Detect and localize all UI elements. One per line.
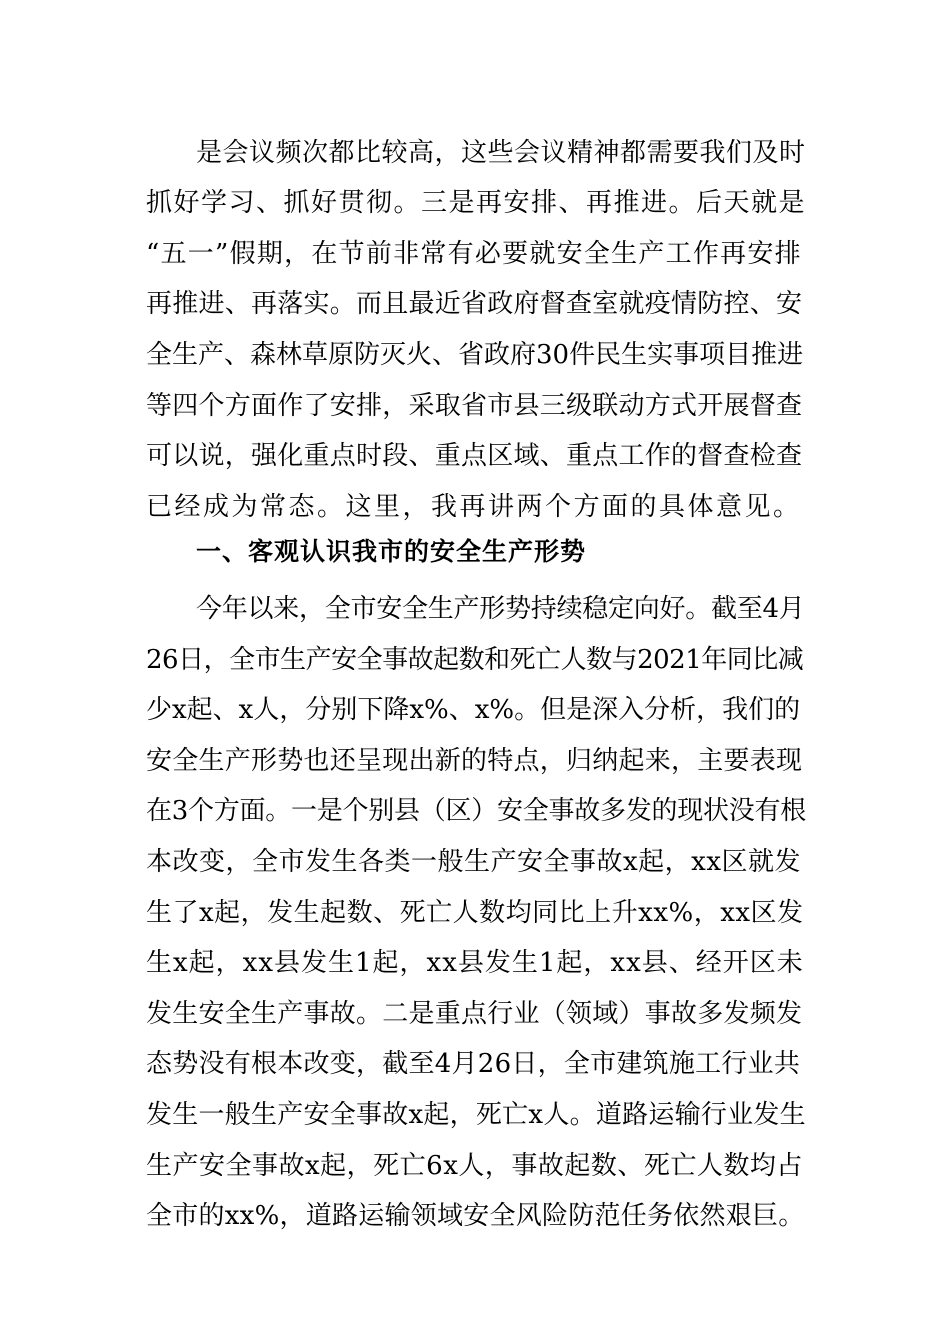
- paragraph-2-line-9: 发生安全生产事故。二是重点行业（领域）事故多发频发: [146, 999, 803, 1029]
- paragraph-2-line-5: 在3个方面。一是个别县（区）安全事故多发的现状没有根: [146, 796, 807, 826]
- paragraph-2-line-12: 生产安全事故x起，死亡6x人，事故起数、死亡人数均占: [146, 1151, 803, 1181]
- paragraph-2-line-6: 本改变，全市发生各类一般生产安全事故x起，xx区就发: [146, 847, 801, 877]
- paragraph-1-line-5: 全生产、森林草原防灭火、省政府30件民生实事项目推进: [146, 340, 804, 370]
- section-1-heading: 一、客观认识我市的安全生产形势: [196, 537, 587, 566]
- paragraph-2-line-8: 生x起，xx县发生1起，xx县发生1起，xx县、经开区未: [146, 948, 804, 978]
- paragraph-1-line-4: 再推进、再落实。而且最近省政府督查室就疫情防控、安: [146, 289, 803, 319]
- paragraph-2-line-1: 今年以来，全市安全生产形势持续稳定向好。截至4月: [196, 594, 805, 624]
- paragraph-2-line-4: 安全生产形势也还呈现出新的特点，归纳起来，主要表现: [146, 746, 803, 776]
- paragraph-2-line-11: 发生一般生产安全事故x起，死亡x人。道路运输行业发生: [146, 1100, 806, 1130]
- paragraph-2-line-3: 少x起、x人，分别下降x%、x%。但是深入分析，我们的: [146, 695, 801, 725]
- paragraph-2-line-13: 全市的xx%，道路运输领域安全风险防范任务依然艰巨。: [146, 1201, 805, 1231]
- paragraph-2-line-7: 生了x起，发生起数、死亡人数均同比上升xx%，xx区发: [146, 898, 804, 928]
- paragraph-1-line-1: 是会议频次都比较高，这些会议精神都需要我们及时: [196, 138, 806, 168]
- paragraph-1-line-8: 已经成为常态。这里，我再讲两个方面的具体意见。: [146, 492, 802, 522]
- paragraph-2-line-2: 26日，全市生产安全事故起数和死亡人数与2021年同比减: [146, 645, 804, 675]
- paragraph-1-line-7: 可以说，强化重点时段、重点区域、重点工作的督查检查: [146, 441, 803, 471]
- paragraph-1-line-3: “五一”假期，在节前非常有必要就安全生产工作再安排: [146, 239, 802, 269]
- paragraph-1-line-2: 抓好学习、抓好贯彻。三是再安排、再推进。后天就是: [146, 188, 807, 218]
- paragraph-1-line-6: 等四个方面作了安排，采取省市县三级联动方式开展督查: [146, 391, 803, 421]
- paragraph-2-line-10: 态势没有根本改变，截至4月26日，全市建筑施工行业共: [146, 1049, 801, 1079]
